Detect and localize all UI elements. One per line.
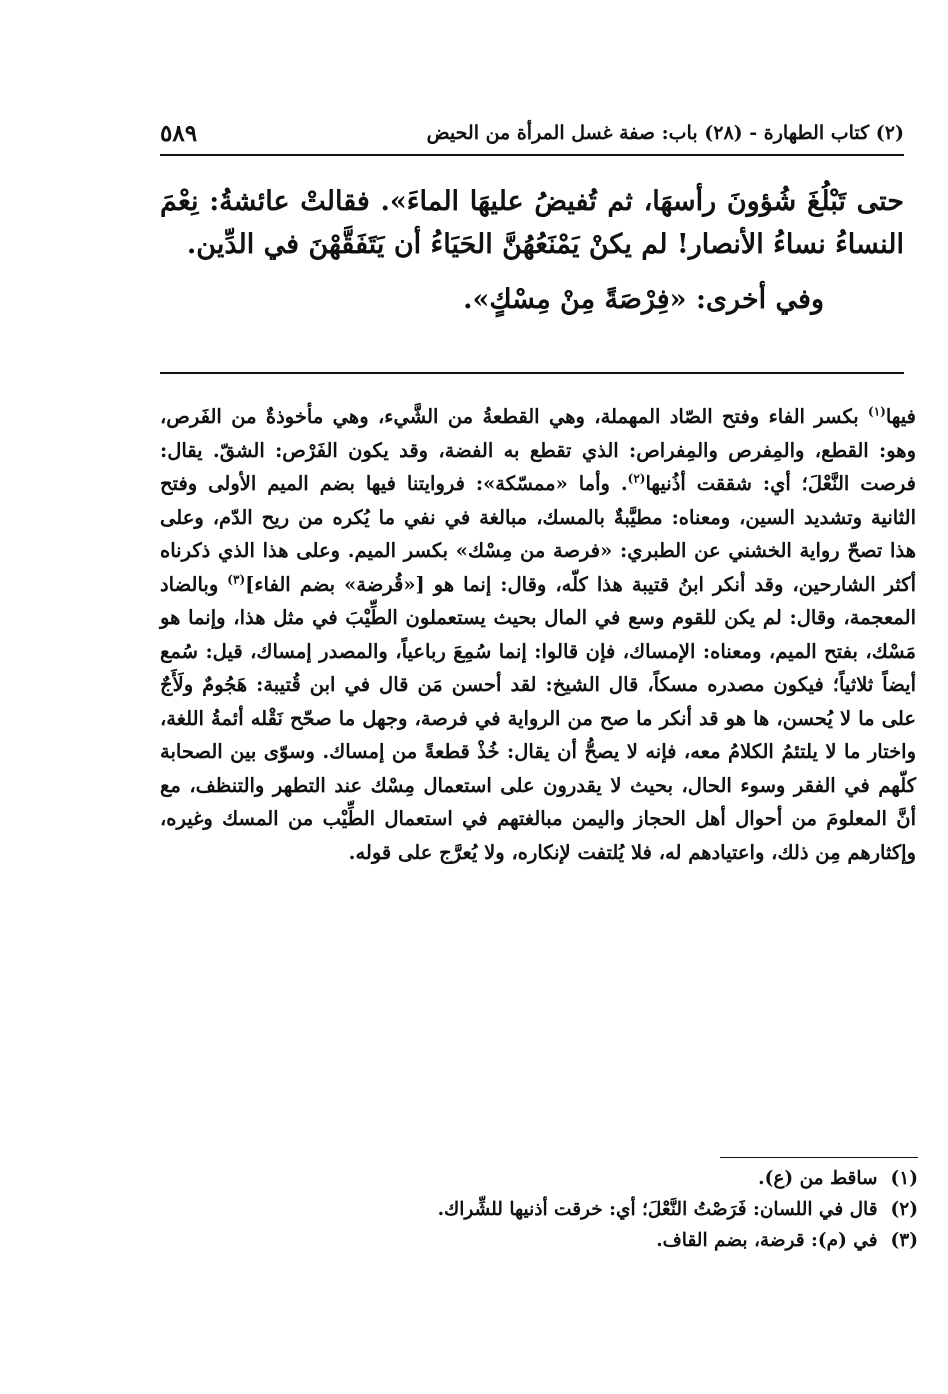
page-number: ٥٨٩ (160, 120, 198, 147)
commentary-part-c: وبالضاد المعجمة، وقال: لم يكن للقوم وسع في المال بحيث يستعملون الطِّيْبَ في مثل هذا، وإنما هو مَسْك، بفتح الميم، ومعناه: الإمساك، فإن قالوا: إنما سُمِعَ رباعياً، والمصدر إمساك، قيل: سُمع أيضاً ثلاثياً؛ فيكون مصدره مسكاً، قال الشيخ: لقد أحسن مَن قال في ابن قُتيبة: هَجُومٌ ولَأَجٌ على ما لا يُحسن، ها هو قد أنكر ما صح من الرواية في فرصة، وجهل ما صحّح نَقْله أئمةُ اللغة، واختار ما لا يلتئمُ الكلامُ معه، فإنه لا يصحُّ أن يقال: خُذْ قطعةً من إمساك. وسوّى بين الصحابة كلّهم في الفقر وسوء الحال، بحيث لا يقدرون على استعمال مِسْك عند التطهر والتنظف، مع أنَّ المعلومَ من أحوال أهل الحجاز واليمن مبالغتهم في استعمال الطِّيْب من المسك وغيره، وإكثارهم مِن ذلك، واعتيادهم له، فلا يُلتفت لإنكاره، ولا يُعرَّج على قوله. (160, 572, 916, 864)
hadith-text (160, 180, 904, 321)
commentary-intro: فيها (885, 405, 916, 428)
commentary-paragraph (160, 400, 916, 869)
hadith-paragraph: حتى تَبْلُغَ شُؤونَ رأسهَا، ثم تُفيضُ عليهَا الماءَ». فقالتْ عائشةُ: نِعْمَ النساءُ نساءُ الأنصار! لم يكنْ يَمْنَعُهُنَّ الحَيَاءُ أن يَتَفَقَّهْنَ في الدِّين. (160, 186, 904, 260)
footnote-text: ساقط من (ع). (758, 1168, 878, 1189)
footnote-3 (160, 1225, 918, 1256)
commentary-part-b: . وأما «ممسّكة»: فروايتنا فيها بضم الميم الأولى وفتح الثانية وتشديد السين، ومعناه: مطيَّبةٌ بالمسك، مبالغة في نفي ما يُكره من ريح الدّم، وعلى هذا تصحّ رواية الخشني عن الطبري: «فرصة من مِسْك» بكسر الميم. وعلى هذا الذي ذكرناه أكثر الشارحين، وقد أنكر ابنُ قتيبة هذا كلّه، وقال: إنما هو [«قُرضة» بضم الفاء] (160, 472, 916, 596)
footnote-number: (٢) (890, 1199, 918, 1220)
running-head: (٢) كتاب الطهارة - (٢٨) باب: صفة غسل المرأة من الحيض (426, 122, 904, 144)
page-header (160, 120, 904, 156)
footnote-ref-2: (٢) (627, 471, 646, 486)
commentary-part-a: بكسر الفاء وفتح الصّاد المهملة، وهي القطعةُ من الشَّيء، وهي مأخوذةٌ من الفَرص، وهو: القطع، والمِفرص والمِفراص: الذي تقطع به الفضة، وقد يكون الفَرْص: الشقّ. يقال: فرصت النَّعْلَ؛ أي: شققت أذُنيها (160, 405, 917, 495)
footnote-2 (160, 1194, 918, 1225)
footnote-ref-1: (١) (868, 404, 886, 419)
footnote-text: في (م): قرضة، بضم القاف. (656, 1230, 878, 1251)
footnote-1 (160, 1163, 918, 1194)
section-divider (160, 372, 904, 374)
footnote-ref-3: (٣) (227, 572, 246, 586)
footnote-text: قال في اللسان: فَرَصْتُ النَّعْلَ؛ أي: خرقت أذنيها للشِّراك. (437, 1199, 878, 1220)
footnote-divider (720, 1157, 918, 1158)
footnote-number: (١) (890, 1168, 918, 1189)
footnotes (160, 1163, 918, 1256)
variant-narration: وفي أخرى: «فِرْصَةً مِنْ مِسْكٍ». (463, 284, 824, 315)
commentary-text (160, 400, 916, 869)
footnote-number: (٣) (890, 1230, 918, 1251)
